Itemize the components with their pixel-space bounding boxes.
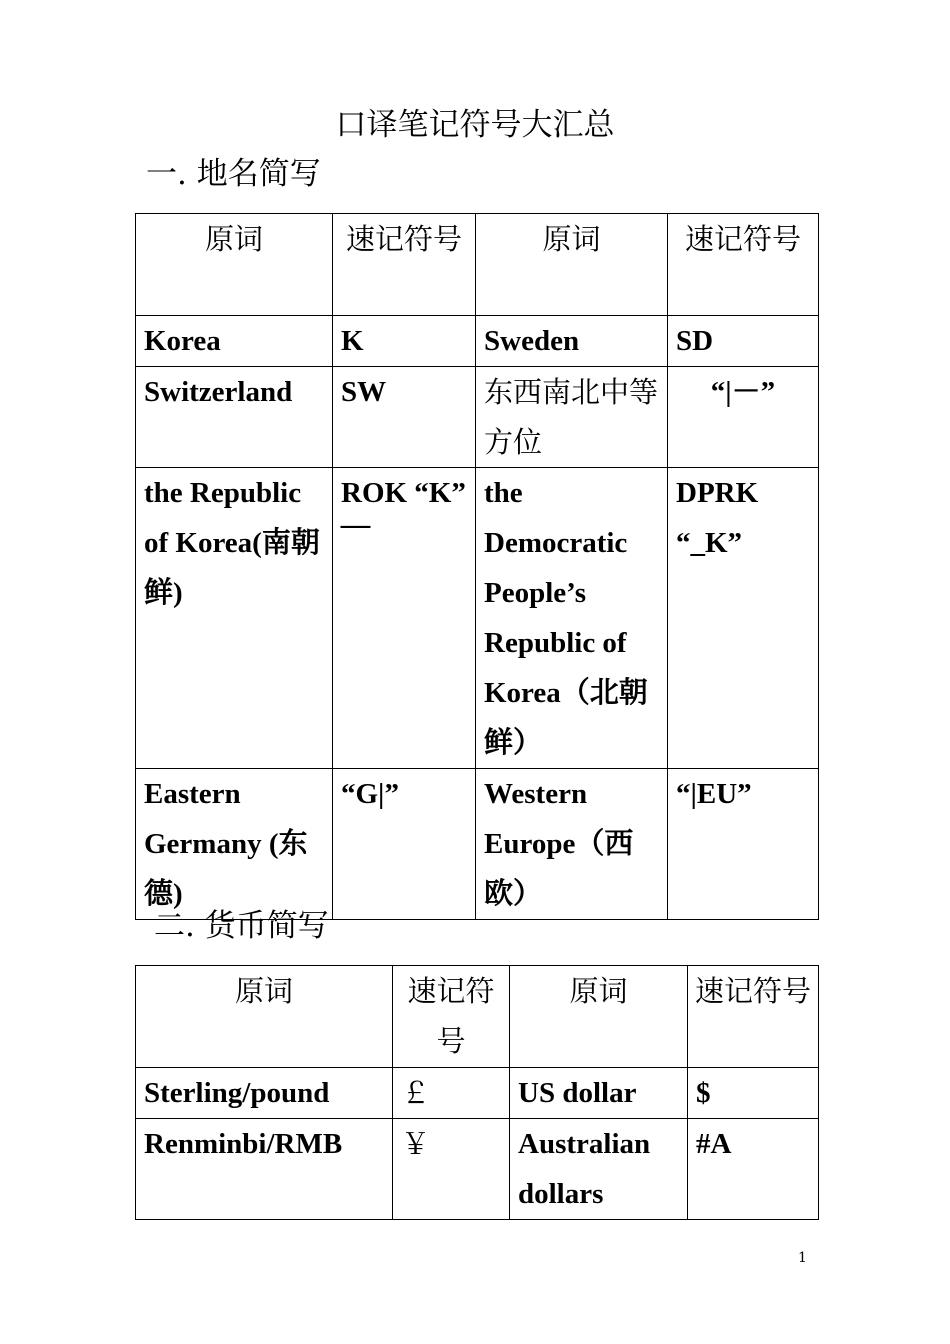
cell-symbol: $ [688, 1068, 819, 1119]
section-heading-place-names: 一. 地名简写 [146, 156, 321, 192]
section-heading-currency: 二. 货币简写 [154, 908, 329, 944]
cell-symbol: ROK “K” ￣ [333, 468, 476, 769]
cell-original: US dollar [510, 1068, 688, 1119]
cell-symbol: #A [688, 1119, 819, 1220]
cell-symbol: ￡ [393, 1068, 510, 1119]
cell-symbol: “G|” [333, 769, 476, 920]
header-original-word: 原词 [136, 214, 333, 316]
table-row [136, 769, 819, 920]
cell-original: Sweden [476, 316, 668, 367]
cell-original: Sterling/pound [136, 1068, 393, 1119]
table-row [136, 316, 819, 367]
cell-original: 东西南北中等方位 [476, 367, 668, 468]
table-row [136, 1119, 819, 1220]
cell-symbol: DPRK “_K” [668, 468, 819, 769]
document-title: 口译笔记符号大汇总 [335, 107, 615, 143]
header-shorthand-symbol: 速记符号 [688, 966, 819, 1068]
cell-symbol: ￥ [393, 1119, 510, 1220]
place-names-table [135, 213, 819, 920]
cell-symbol: SW [333, 367, 476, 468]
cell-original: Renminbi/RMB [136, 1119, 393, 1220]
header-shorthand-symbol: 速记符号 [668, 214, 819, 316]
table-row [136, 1068, 819, 1119]
page-number: 1 [798, 1250, 807, 1266]
cell-original: Eastern Germany (东德) [136, 769, 333, 920]
cell-original: Switzerland [136, 367, 333, 468]
cell-original: Korea [136, 316, 333, 367]
currency-table [135, 965, 819, 1220]
cell-symbol: SD [668, 316, 819, 367]
table-row [136, 468, 819, 769]
cell-symbol: “|EU” [668, 769, 819, 920]
cell-original: the Republic of Korea(南朝鲜) [136, 468, 333, 769]
header-original-word: 原词 [136, 966, 393, 1068]
cell-original: Western Europe（西欧） [476, 769, 668, 920]
table-header-row [136, 966, 819, 1068]
cell-original: Australian dollars [510, 1119, 688, 1220]
cell-original: the Democratic People’s Republic of Korea（北朝鲜） [476, 468, 668, 769]
header-original-word: 原词 [510, 966, 688, 1068]
table-row [136, 367, 819, 468]
header-shorthand-symbol: 速记符号 [393, 966, 510, 1068]
table-header-row [136, 214, 819, 316]
header-shorthand-symbol: 速记符号 [333, 214, 476, 316]
cell-symbol: “|－” [668, 367, 819, 468]
header-original-word: 原词 [476, 214, 668, 316]
cell-symbol: K [333, 316, 476, 367]
